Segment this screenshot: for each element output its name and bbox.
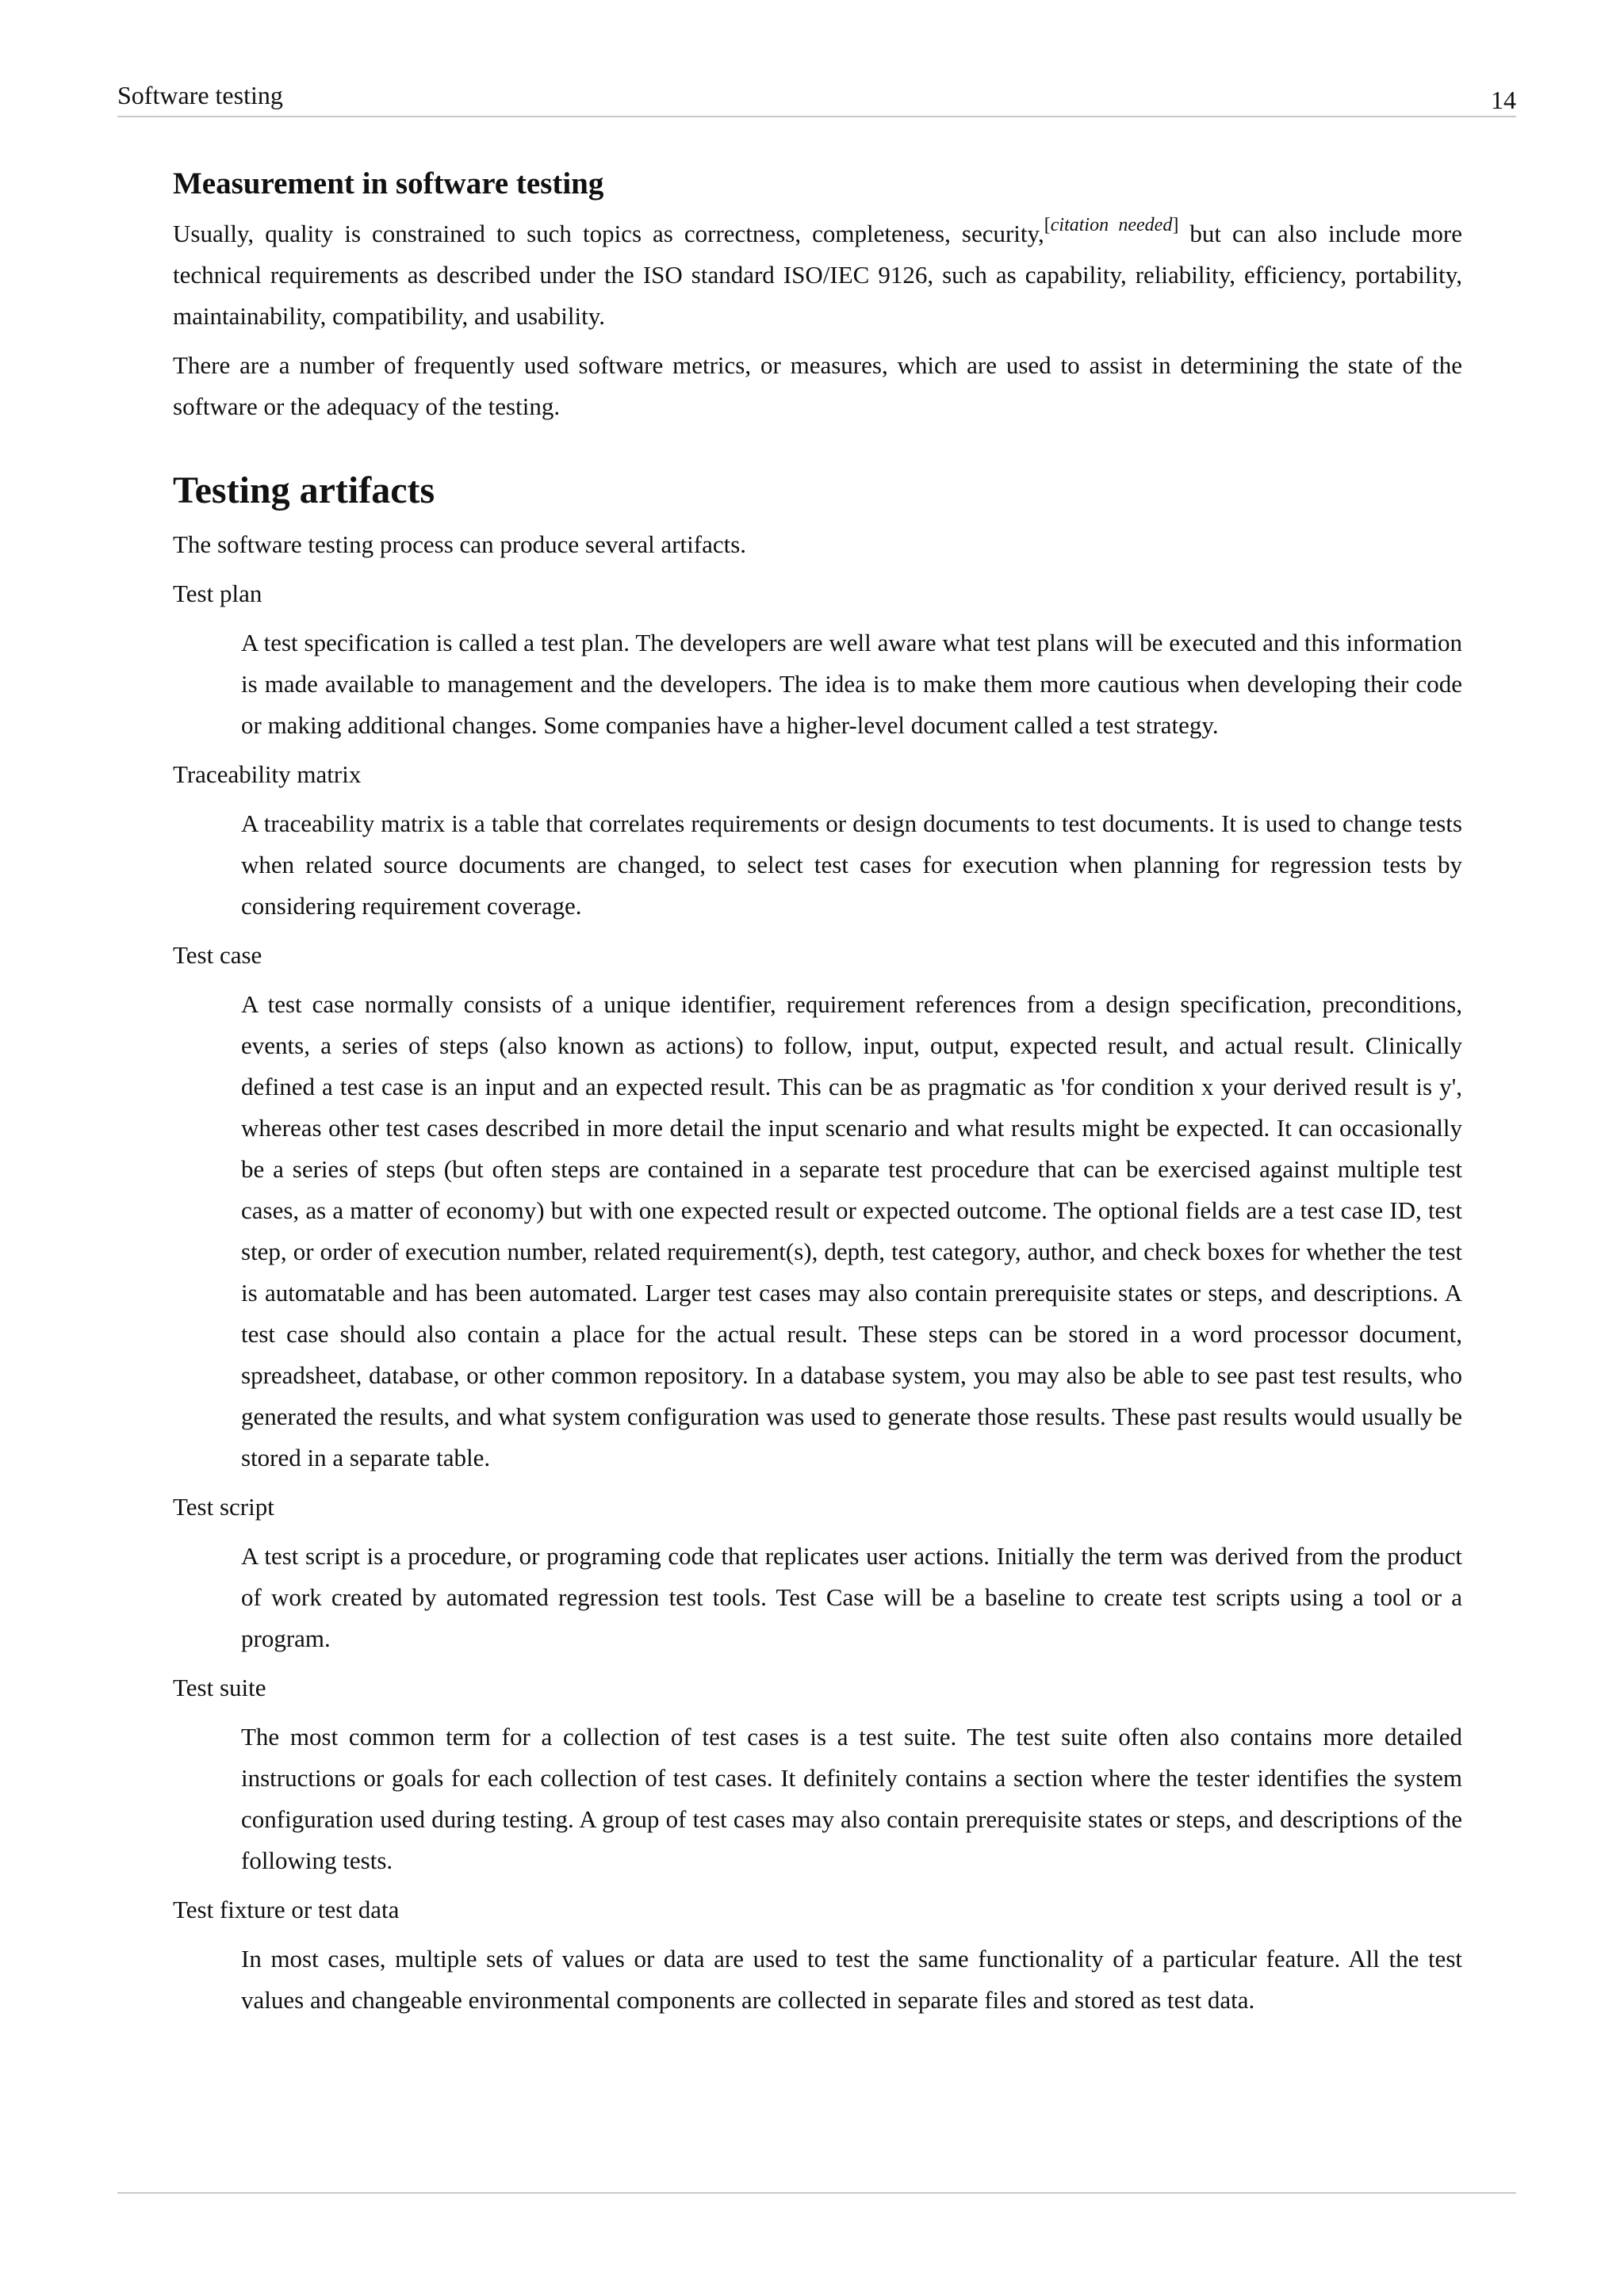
page-number: 14 [1491,86,1516,114]
artifact-definition-test-case: A test case normally consists of a unique identifier, requirement references from a design specification, preconditions, events, a series of steps (also known as actions) to follow, input, output, expected result, and actual result. Clinically defined a test case is an input and an expected result. This can be as pragmatic as 'for condition x your derived result is y', whereas other test cases described in more detail the input scenario and what results might be expected. It can occasionally be a series of steps (but often steps are contained in a separate test procedure that can be exercised against multiple test cases, as a matter of economy) but with one expected result or expected outcome. The optional fields are a test case ID, test step, or order of execution number, related requirement(s), depth, test category, author, and check boxes for whether the test is automatable and has been automated. Larger test cases may also contain prerequisite states or steps, and descriptions. A test case should also contain a place for the actual result. These steps can be stored in a word processor document, spreadsheet, database, or other common repository. In a database system, you may also be able to see past test results, who generated the results, and what system configuration was used to generate those results. These past results would usually be stored in a separate table. [241,989,1462,1471]
measurement-paragraph-1-end: but can also include more technical requirements as described under the ISO standard ISO/IEC 9126, such as capability, reliability, efficiency, portability, maintainability, compatibility, and usability. [173,219,1462,330]
citation-needed-text: citation needed [1050,214,1173,235]
artifact-term-test-plan: Test plan [173,579,262,607]
measurement-paragraph-1 [173,213,1462,337]
running-header-title: Software testing [117,81,283,109]
artifact-definition-test-suite: The most common term for a collection of test cases is a test suite. The test suite often also contains more detailed instructions or goals for each collection of test cases. It definitely contains a section where the tester identifies the system configuration used during testing. A group of test cases may also contain prerequisite states or steps, and descriptions of the following tests. [241,1722,1462,1874]
artifact-term-test-script: Test script [173,1492,274,1521]
measurement-paragraph-1-start: Usually, quality is constrained to such topics as correctness, completeness, security, [173,219,1044,247]
page-content [173,165,1462,2029]
artifact-term-test-fixture: Test fixture or test data [173,1895,400,1923]
testing-artifacts-heading: Testing artifacts [173,469,435,511]
footer-divider [117,2192,1516,2194]
measurement-paragraph-2: There are a number of frequently used software metrics, or measures, which are used to assist in determining the state of the software or the adequacy of the testing. [173,350,1462,420]
artifact-definition-test-fixture: In most cases, multiple sets of values or data are used to test the same functionality of a particular feature. All the test values and changeable environmental components are collected in separate files and stored as test data. [241,1944,1462,2014]
citation-open-bracket: [ [1044,214,1051,235]
testing-artifacts-intro: The software testing process can produce several artifacts. [173,530,747,558]
artifact-definition-test-script: A test script is a procedure, or programing code that replicates user actions. Initially the term was derived from the product of work created by automated regression test tools. Test Case will be a baseline to create test scripts using a tool or a program. [241,1541,1462,1652]
measurement-heading: Measurement in software testing [173,166,604,201]
artifact-term-test-case: Test case [173,940,262,969]
artifact-term-test-suite: Test suite [173,1673,266,1701]
citation-needed-link[interactable] [1044,215,1179,235]
artifact-term-traceability-matrix: Traceability matrix [173,760,362,788]
page-header [117,76,1516,117]
artifact-definition-traceability-matrix: A traceability matrix is a table that correlates requirements or design documents to test documents. It is used to change tests when related source documents are changed, to select test cases for execution when planning for regression tests by considering requirement coverage. [241,809,1462,920]
artifact-definition-test-plan: A test specification is called a test plan. The developers are well aware what test plans will be executed and this information is made available to management and the developers. The idea is to make them more cautious when developing their code or making additional changes. Some companies have a higher-level document called a test strategy. [241,628,1462,739]
citation-close-bracket: ] [1172,214,1179,235]
artifact-list [173,573,1462,2021]
